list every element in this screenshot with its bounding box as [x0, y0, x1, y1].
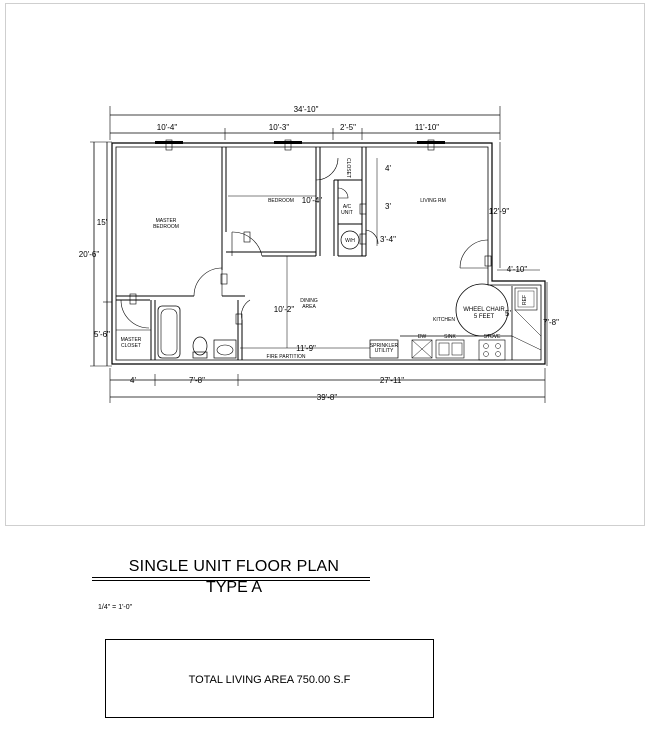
label-ref: REF — [522, 295, 528, 305]
label-bedroom: BEDROOM — [268, 198, 294, 204]
dim-left-lower: 5'-6" — [94, 330, 110, 339]
label-sink: SINK — [444, 334, 456, 340]
dim-hall: 11'-9" — [296, 344, 316, 353]
dim-bottom-seg-2: 7'-8" — [189, 376, 205, 385]
dim-bottom-seg-1: 4' — [130, 376, 136, 385]
dim-bedroom-width: 10'-4" — [301, 196, 323, 205]
dim-right-lower: 7'-8" — [543, 318, 559, 327]
label-stove: STOVE — [483, 334, 501, 340]
label-master-bedroom-1: MASTER — [155, 218, 177, 224]
total-area-box — [105, 639, 434, 718]
dim-left-overall: 20'-6" — [78, 250, 100, 259]
label-closet: CLOSET — [345, 157, 351, 179]
dim-top-seg-2: 10'-3" — [268, 123, 290, 132]
label-master-bedroom-2: BEDROOM — [153, 224, 179, 230]
scale-note: 1/4" = 1'-0" — [98, 604, 133, 611]
dim-wheelchair: 5' — [505, 309, 511, 318]
label-master-closet-1: MASTER — [120, 337, 142, 343]
label-kitchen: KITCHEN — [433, 317, 455, 323]
label-wheelchair-2: 5 FEET — [473, 314, 495, 320]
dim-bottom-seg-3: 27'-11" — [379, 376, 405, 385]
plan-subtitle: TYPE A — [205, 579, 263, 596]
dim-kitchen-bump: 4'-10" — [506, 265, 528, 274]
plan-title: SINGLE UNIT FLOOR PLAN — [128, 558, 340, 575]
dim-overall-bottom: 39'-8" — [316, 393, 338, 402]
label-sprinkler-1: SPRINKLER — [369, 343, 399, 349]
label-dining-1: DINING — [300, 298, 318, 304]
dim-right-upper: 12'-9" — [488, 207, 510, 216]
dim-dining: 10'-2" — [273, 305, 295, 314]
dim-closet-1: 4' — [385, 164, 391, 173]
label-master-closet-2: CLOSET — [120, 343, 142, 349]
label-wh: W/H — [345, 238, 355, 244]
dim-top-seg-3: 2'-5" — [340, 123, 356, 132]
total-area-text: TOTAL LIVING AREA 750.00 S.F — [188, 674, 351, 686]
label-ac-unit-2: UNIT — [341, 210, 353, 216]
dim-top-seg-1: 10'-4" — [156, 123, 178, 132]
label-fire-partition: FIRE PARTITION — [266, 354, 306, 360]
label-sprinkler-2: UTILITY — [374, 348, 394, 354]
dim-closet-2: 3' — [385, 202, 391, 211]
label-dw: DW — [417, 334, 427, 340]
label-ac-unit-1: A/C — [342, 204, 352, 210]
label-wheelchair-1: WHEEL CHAIR — [463, 307, 505, 313]
label-living-rm: LIVING RM — [420, 198, 446, 204]
dim-left-upper: 15' — [96, 218, 108, 227]
title-underline-top — [92, 577, 370, 578]
dim-closet-3: 3'-4" — [380, 235, 396, 244]
dim-top-seg-4: 11'-10" — [414, 123, 440, 132]
dim-overall-top: 34'-10" — [293, 105, 319, 114]
label-dining-2: AREA — [302, 304, 316, 310]
